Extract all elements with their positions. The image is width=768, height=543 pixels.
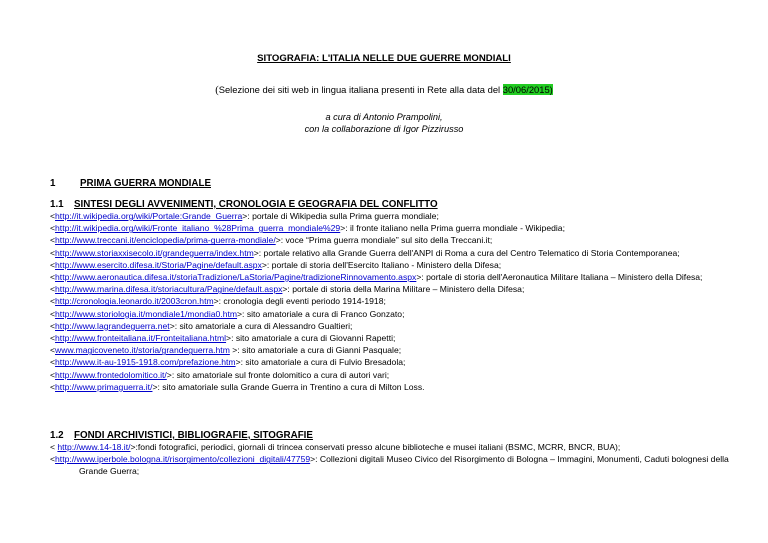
list-item: <http://www.lagrandeguerra.net>: sito amatoriale a cura di Alessandro Gualtieri; bbox=[50, 320, 353, 331]
entry-link[interactable]: http://www.marina.difesa.it/storiacultura/Pagine/default.aspx bbox=[55, 284, 283, 295]
list-item: <http://www.treccani.it/enciclopedia/prima-guerra-mondiale/>: voce “Prima guerra mondiale” sul sito della Treccani.it; bbox=[50, 235, 493, 246]
entry-link[interactable]: http://www.treccani.it/enciclopedia/prima-guerra-mondiale/ bbox=[55, 235, 276, 246]
entry-link[interactable]: http://www.primaguerra.it/ bbox=[55, 381, 153, 392]
list-item: <http://www.fronteitaliana.it/Fronteitaliana.html>: sito amatoriale a cura di Giovanni Rapetti; bbox=[50, 333, 396, 344]
entry-link[interactable]: www.magicoveneto.it/storia/grandeguerra.htm bbox=[55, 345, 230, 356]
entry-link[interactable]: http://www.esercito.difesa.it/Storia/Pagine/default.aspx bbox=[55, 259, 262, 270]
document-subtitle bbox=[0, 84, 768, 96]
section-1-1-list bbox=[50, 210, 750, 393]
subtitle-paren: ( bbox=[215, 85, 219, 96]
entry-link[interactable]: http://www.14-18.it/ bbox=[57, 442, 131, 452]
list-item: <http://www.esercito.difesa.it/Storia/Pagine/default.aspx>: portale di storia dell'Esercito Italiano - Ministero della Difesa; bbox=[50, 259, 502, 270]
entry-link[interactable]: http://cronologia.leonardo.it/2003cron.htm bbox=[55, 296, 214, 307]
list-item: <http://www.frontedolomitico.it/>: sito amatoriale sul fronte dolomitico a cura di autori vari; bbox=[50, 369, 390, 380]
section-title: FONDI ARCHIVISTICI, BIBLIOGRAFIE, SITOGRAFIE bbox=[74, 430, 313, 441]
list-item: <www.magicoveneto.it/storia/grandeguerra.htm >: sito amatoriale a cura di Gianni Pasquale; bbox=[50, 345, 402, 356]
entry-link[interactable]: http://www.storiaxxisecolo.it/grandeguerra/index.htm bbox=[55, 247, 254, 258]
list-item: <http://www.marina.difesa.it/storiacultura/Pagine/default.aspx>: portale di storia della Marina Militare – Ministero della Difesa; bbox=[50, 284, 525, 295]
credit-collaborator: con la collaborazione di Igor Pizzirusso bbox=[304, 124, 464, 134]
section-number: 1.1 bbox=[50, 199, 64, 210]
list-item: <http://www.storiaxxisecolo.it/grandeguerra/index.htm>: portale relativo alla Grande Guerra dell'ANPI di Roma a cura del Centro Telematico di Storia Contemporanea; bbox=[50, 247, 680, 258]
chapter-number: 1 bbox=[50, 178, 56, 189]
section-number: 1.2 bbox=[50, 430, 64, 441]
list-item: <http://it.wikipedia.org/wiki/Portale:Grande_Guerra>: portale di Wikipedia sulla Prima guerra mondiale; bbox=[50, 211, 439, 221]
section-heading-1-2 bbox=[50, 430, 313, 441]
section-heading-1-1 bbox=[50, 199, 438, 210]
entry-link[interactable]: http://www.frontedolomitico.it/ bbox=[55, 369, 167, 380]
entry-link[interactable]: http://www.storiologia.it/mondiale1/mondia0.htm bbox=[55, 308, 238, 319]
list-item: <http://www.aeronautica.difesa.it/storiaTradizione/LaStoria/Pagine/tradizioneRinnovamento.aspx>: portale di storia dell'Aeronautica Militare Italiana – Ministero della Difesa; bbox=[50, 272, 703, 283]
document-title: SITOGRAFIA: L'ITALIA NELLE DUE GUERRE MONDIALI bbox=[257, 53, 511, 64]
list-item: <http://it.wikipedia.org/wiki/Fronte_italiano_%28Prima_guerra_mondiale%29>: il fronte italiano nella Prima guerra mondiale - Wikipedia; bbox=[50, 223, 565, 234]
entry-link[interactable]: http://www.iperbole.bologna.it/risorgimento/collezioni_digitali/47759 bbox=[55, 454, 311, 465]
list-item: < http://www.14-18.it/>:fondi fotografici, periodici, giornali di trincea conservati presso alcune biblioteche e musei italiani (BSMC, MCRR, BNCR, BUA); bbox=[50, 442, 621, 452]
entry-link[interactable]: http://www.aeronautica.difesa.it/storiaTradizione/LaStoria/Pagine/tradizioneRinnovamento.aspx bbox=[55, 272, 417, 283]
subtitle-text: Selezione dei siti web in lingua italiana presenti in Rete alla data del bbox=[218, 84, 503, 95]
chapter-title: PRIMA GUERRA MONDIALE bbox=[80, 178, 211, 189]
credit-author: a cura di Antonio Prampolini, bbox=[325, 112, 443, 122]
list-item: <http://www.storiologia.it/mondiale1/mondia0.htm>: sito amatoriale a cura di Franco Gonzato; bbox=[50, 308, 405, 319]
entry-link[interactable]: http://it.wikipedia.org/wiki/Portale:Grande_Guerra bbox=[55, 211, 243, 221]
subtitle-date-highlight: 30/06/2015) bbox=[502, 84, 553, 95]
entry-link[interactable]: http://www.lagrandeguerra.net bbox=[55, 320, 170, 331]
entry-link[interactable]: http://it.wikipedia.org/wiki/Fronte_italiano_%28Prima_guerra_mondiale%29 bbox=[55, 223, 341, 234]
chapter-heading bbox=[50, 178, 211, 189]
list-item: <http://www.primaguerra.it/>: sito amatoriale sulla Grande Guerra in Trentino a cura di Milton Loss. bbox=[50, 381, 425, 392]
list-item: <http://cronologia.leonardo.it/2003cron.htm>: cronologia degli eventi periodo 1914-1918; bbox=[50, 296, 386, 307]
list-item: <http://www.it-au-1915-1918.com/prefazione.htm>: sito amatoriale a cura di Fulvio Bresadola; bbox=[50, 357, 406, 368]
list-item: <http://www.iperbole.bologna.it/risorgimento/collezioni_digitali/47759>: Collezioni digitali Museo Civico del Risorgimento di Bologna – Immagini, Monumenti, Caduti bolognesi della Grande Guerra; bbox=[50, 454, 729, 477]
entry-link[interactable]: http://www.fronteitaliana.it/Fronteitaliana.html bbox=[55, 333, 227, 344]
section-title: SINTESI DEGLI AVVENIMENTI, CRONOLOGIA E GEOGRAFIA DEL CONFLITTO bbox=[74, 199, 438, 210]
section-1-2-list bbox=[50, 441, 750, 478]
entry-link[interactable]: http://www.it-au-1915-1918.com/prefazione.htm bbox=[55, 357, 236, 368]
